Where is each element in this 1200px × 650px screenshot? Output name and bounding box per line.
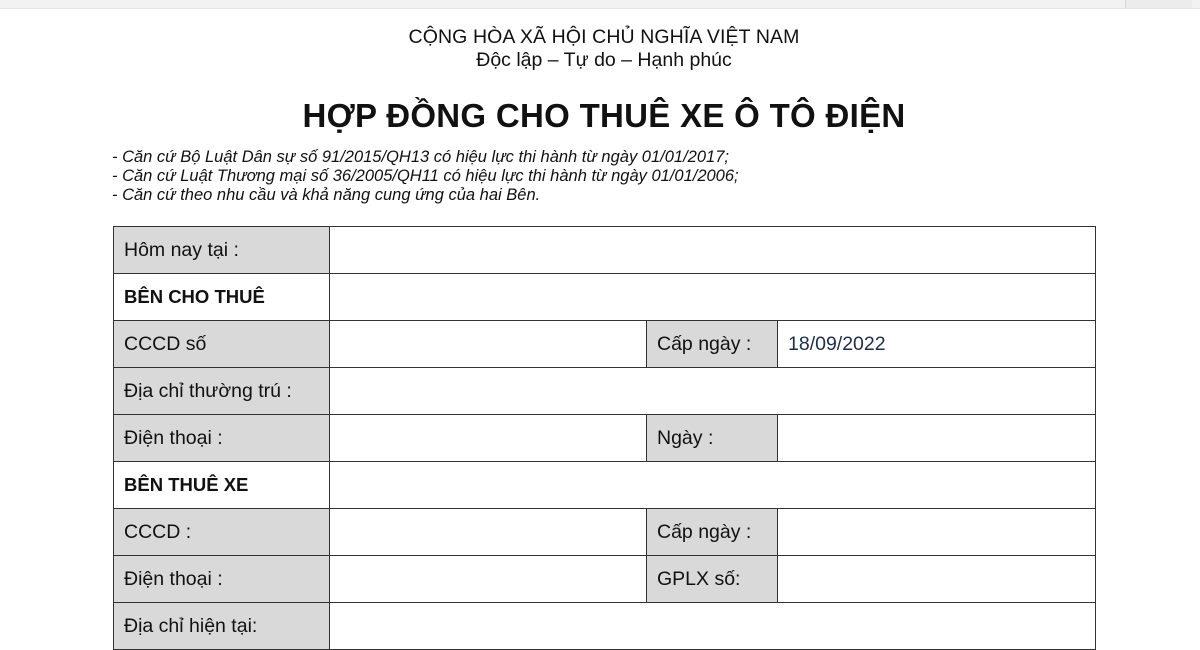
table-row xyxy=(114,462,1096,509)
table-row xyxy=(114,274,1096,321)
legal-basis-list xyxy=(112,148,1012,205)
today-at-field[interactable] xyxy=(330,227,1096,274)
today-at-label: Hôm nay tại : xyxy=(114,227,330,274)
national-title: CỘNG HÒA XÃ HỘI CHỦ NGHĨA VIỆT NAM xyxy=(408,26,800,48)
lessor-section-heading: BÊN CHO THUÊ xyxy=(114,274,330,321)
lessee-address-label: Địa chỉ hiện tại: xyxy=(114,603,330,650)
lessee-id-label: CCCD : xyxy=(114,509,330,556)
document-header xyxy=(0,26,1200,72)
lessee-id-field[interactable] xyxy=(330,509,647,556)
lessee-section-heading: BÊN THUÊ XE xyxy=(114,462,330,509)
table-row xyxy=(114,509,1096,556)
table-row xyxy=(114,603,1096,650)
lessee-issue-date-label: Cấp ngày : xyxy=(647,509,778,556)
lessee-license-label: GPLX số: xyxy=(647,556,778,603)
lessor-address-label: Địa chỉ thường trú : xyxy=(114,368,330,415)
lessor-address-field[interactable] xyxy=(330,368,1096,415)
national-motto: Độc lập – Tự do – Hạnh phúc xyxy=(476,49,732,71)
legal-basis-item: - Căn cứ Luật Thương mại số 36/2005/QH11 có hiệu lực thi hành từ ngày 01/01/2006; xyxy=(112,167,739,185)
lessor-phone-label: Điện thoại : xyxy=(114,415,330,462)
legal-basis-item: - Căn cứ Bộ Luật Dân sự số 91/2015/QH13 có hiệu lực thi hành từ ngày 01/01/2017; xyxy=(112,148,729,166)
lessee-phone-field[interactable] xyxy=(330,556,647,603)
table-row xyxy=(114,368,1096,415)
lessor-date-field[interactable] xyxy=(778,415,1096,462)
table-row xyxy=(114,556,1096,603)
table-row xyxy=(114,415,1096,462)
lessor-id-field[interactable] xyxy=(330,321,647,368)
browser-top-strip xyxy=(0,0,1200,9)
lessor-issue-date-field[interactable]: 18/09/2022 xyxy=(778,321,1096,368)
lessee-phone-label: Điện thoại : xyxy=(114,556,330,603)
lessee-name-field[interactable] xyxy=(330,462,1096,509)
lessor-issue-date-label: Cấp ngày : xyxy=(647,321,778,368)
lessor-id-label: CCCD số xyxy=(114,321,330,368)
lessee-license-field[interactable] xyxy=(778,556,1096,603)
contract-form-table xyxy=(113,226,1096,650)
legal-basis-item: - Căn cứ theo nhu cầu và khả năng cung ứng của hai Bên. xyxy=(112,186,541,204)
lessor-date-label: Ngày : xyxy=(647,415,778,462)
lessor-name-field[interactable] xyxy=(330,274,1096,321)
browser-top-tab xyxy=(1125,0,1192,8)
table-row xyxy=(114,321,1096,368)
table-row xyxy=(114,227,1096,274)
lessee-address-field[interactable] xyxy=(330,603,1096,650)
lessor-phone-field[interactable] xyxy=(330,415,647,462)
lessee-issue-date-field[interactable] xyxy=(778,509,1096,556)
contract-title: HỢP ĐỒNG CHO THUÊ XE Ô TÔ ĐIỆN xyxy=(302,97,906,134)
